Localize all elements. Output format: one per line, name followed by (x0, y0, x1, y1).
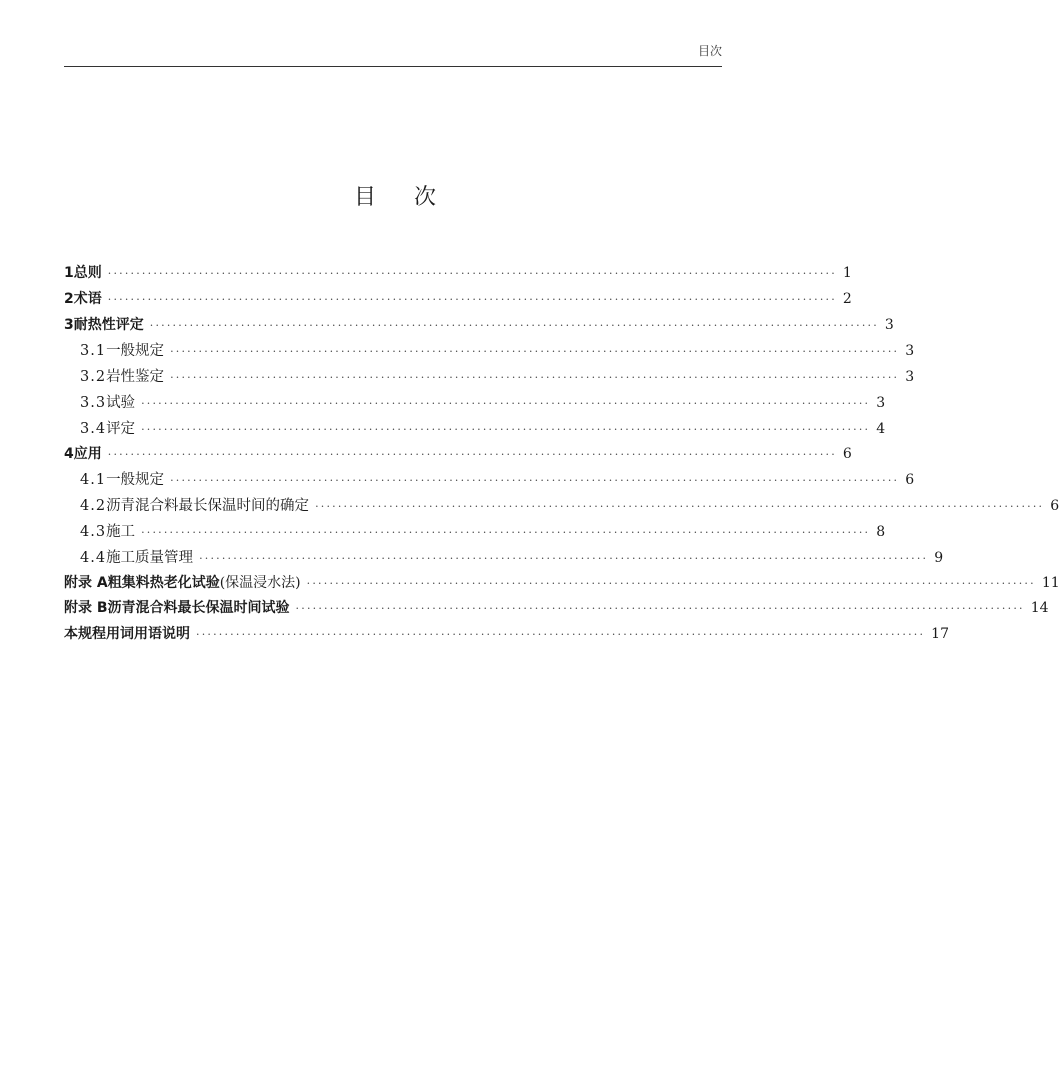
toc-label (108, 572, 301, 592)
toc-label: 一般规定 (106, 343, 165, 360)
toc-label-main: 粗集料热老化试验 (107, 574, 220, 591)
toc-number: 附录 B (64, 600, 108, 617)
toc-entry[interactable] (64, 443, 852, 469)
toc-number: 4.3 (80, 523, 107, 540)
toc-entry[interactable] (64, 365, 915, 391)
page-title: 目次 (353, 185, 474, 210)
toc-page: 6 (905, 472, 915, 489)
toc-label: 一般规定 (106, 472, 165, 489)
toc-page: 3 (905, 343, 915, 360)
toc-page: 8 (876, 523, 886, 540)
dot-leader: ································································································································ (170, 474, 900, 488)
toc-entry[interactable] (64, 520, 886, 546)
dot-leader: ································································································································ (170, 345, 900, 359)
toc-page: 2 (842, 290, 852, 307)
toc-number: 4.4 (80, 549, 107, 566)
toc-number: 4 (64, 445, 74, 462)
toc-entry[interactable] (64, 391, 886, 417)
dot-leader: ································································································································ (141, 396, 871, 410)
toc-label: 本规程用词用语说明 (64, 626, 190, 643)
toc-number: 1 (64, 265, 74, 281)
toc-label: 沥青混合料最长保温时间试验 (107, 600, 290, 617)
toc-number: 3.2 (80, 369, 107, 386)
dot-leader: ································································································································ (170, 371, 900, 385)
toc-page: 1 (842, 265, 852, 281)
toc-entry-appendix-b[interactable] (64, 597, 1049, 623)
toc-page: 11 (1041, 574, 1060, 591)
toc-entry[interactable] (64, 314, 894, 340)
toc-number: 3 (64, 316, 74, 333)
dot-leader: ································································································································ (149, 318, 879, 332)
toc-label: 总则 (73, 265, 102, 281)
toc-page: 9 (934, 549, 944, 566)
toc-entry[interactable] (64, 494, 1060, 520)
dot-leader: ································································································································ (199, 551, 929, 565)
dot-leader: ································································································································ (315, 500, 1045, 514)
dot-leader: ································································································································ (306, 576, 1036, 590)
toc-label: 施工质量管理 (106, 549, 194, 566)
toc-page: 3 (876, 394, 886, 411)
dot-leader: ································································································································ (107, 447, 837, 461)
toc-label: 耐热性评定 (73, 316, 144, 333)
dot-leader: ································································································································ (107, 267, 837, 280)
toc-entry[interactable] (64, 468, 915, 494)
dot-leader: ································································································································ (295, 602, 1025, 616)
toc-number: 3.4 (80, 420, 107, 437)
toc-page: 3 (884, 316, 894, 333)
dot-leader: ································································································································ (196, 628, 926, 642)
toc-label: 沥青混合料最长保温时间的确定 (106, 498, 310, 515)
toc-number: 3.3 (80, 394, 107, 411)
toc-entry[interactable] (64, 417, 886, 443)
toc-page: 3 (905, 369, 915, 386)
toc-number: 附录 A (64, 574, 108, 591)
toc-entry-terms-explanation[interactable] (64, 623, 949, 649)
toc-entry[interactable] (64, 339, 915, 365)
toc-label: 岩性鉴定 (106, 369, 165, 386)
toc-page: 17 (931, 626, 949, 643)
toc-page: 4 (876, 420, 886, 437)
toc-number: 2 (64, 290, 74, 307)
table-of-contents (64, 262, 1060, 649)
toc-entry-appendix-a[interactable] (64, 572, 1060, 598)
toc-label: 应用 (73, 445, 102, 462)
dot-leader: ································································································································ (107, 292, 837, 306)
toc-entry[interactable] (64, 262, 852, 288)
dot-leader: ································································································································ (141, 422, 871, 436)
running-header: 目次 (697, 44, 722, 58)
toc-number: 4.1 (80, 472, 107, 489)
header-rule (64, 66, 722, 67)
toc-number: 3.1 (80, 343, 107, 360)
toc-label: 术语 (73, 290, 102, 307)
toc-page: 14 (1030, 600, 1049, 617)
toc-label: 试验 (106, 394, 136, 411)
toc-page: 6 (1050, 498, 1060, 515)
toc-label: 施工 (106, 523, 136, 540)
toc-number: 4.2 (80, 498, 107, 515)
dot-leader: ································································································································ (141, 525, 871, 539)
toc-label: 评定 (106, 420, 136, 437)
toc-entry[interactable] (64, 288, 852, 314)
toc-entry[interactable] (64, 546, 944, 572)
toc-page: 6 (842, 445, 852, 462)
toc-label-paren: (保温浸水法) (219, 574, 301, 591)
